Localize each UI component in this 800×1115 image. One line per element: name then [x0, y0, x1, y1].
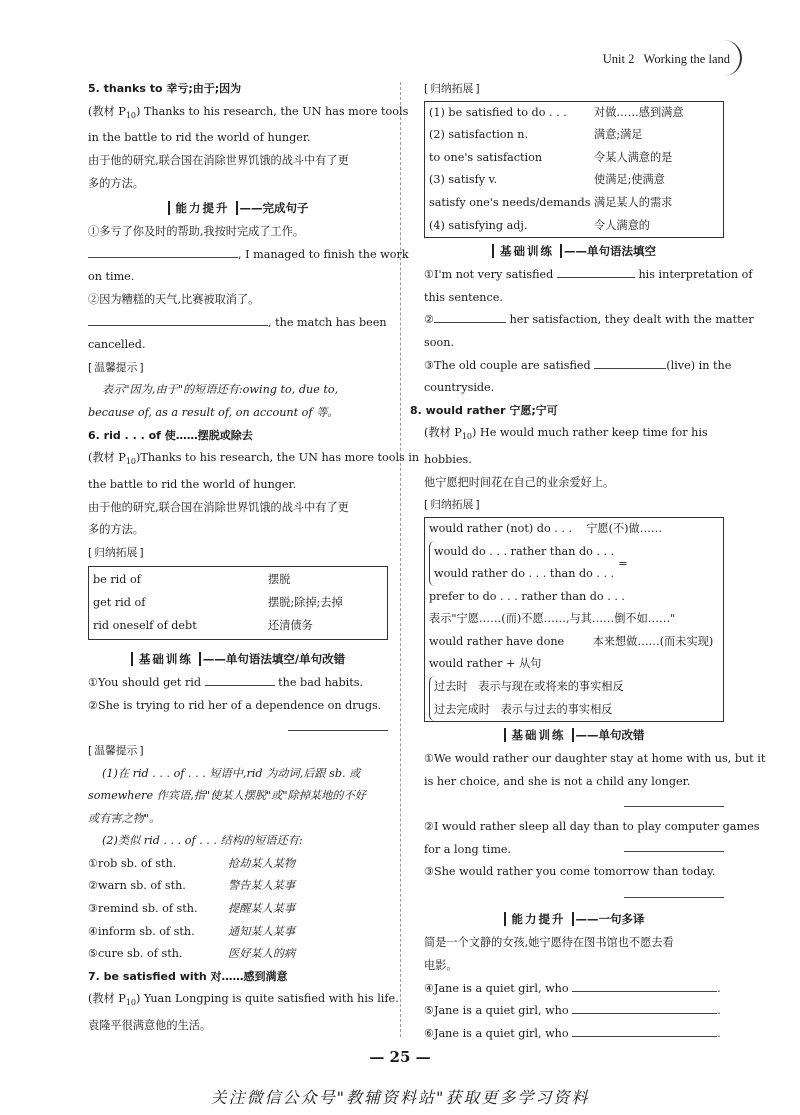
page-number: — 25 —	[369, 1048, 431, 1066]
translation-prompt-cont: 电影。	[424, 959, 458, 973]
exercise-q3: ③She would rather you come tomorrow than today.	[424, 865, 716, 879]
header-arc-decoration	[724, 40, 742, 76]
summary-box	[424, 517, 724, 722]
summary-row: would do . . . rather than do . . .	[434, 544, 615, 558]
summary-row: (3) satisfy v. 使满足;使满意	[429, 173, 665, 187]
item-7-title: 7. be satisfied with 对……感到满意	[88, 969, 288, 983]
exercise-q2: ② her satisfaction, they dealt with the matter	[424, 309, 724, 332]
summary-row: satisfy one's needs/demands 满足某人的需求	[429, 195, 673, 209]
phrase-row: ②warn sb. of sth. 警告某人某事	[88, 879, 296, 893]
brace-bracket	[429, 541, 614, 586]
basic-section-title: 基础训练 ——单句语法填空	[424, 238, 724, 264]
translation-q4: ④Jane is a quiet girl, who .	[424, 978, 724, 1001]
answer-blank[interactable]	[288, 718, 388, 731]
exercise-q2-en: , the match has been	[88, 312, 388, 335]
basic-section-title: 基础训练 ——单句改错	[424, 722, 724, 748]
answer-blank[interactable]	[557, 265, 635, 278]
item-8-example-cont: hobbies.	[424, 453, 472, 467]
answer-blank[interactable]	[624, 885, 724, 898]
summary-label: [ 归纳拓展 ]	[424, 78, 724, 101]
answer-blank[interactable]	[205, 673, 275, 686]
summary-row: 表示"宁愿……(而)不愿……,与其……倒不如……"	[429, 612, 676, 626]
correction-line	[424, 884, 724, 907]
exercise-q1-en-cont: on time.	[88, 270, 135, 284]
exercise-q1-cn: ①多亏了你及时的帮助,我按时完成了工作。	[88, 225, 305, 239]
answer-blank[interactable]	[572, 979, 717, 992]
item-5-example-cont: in the battle to rid the world of hunger.	[88, 131, 311, 145]
exercise-q1-cont: is her choice, and she is not a child any longer.	[424, 774, 691, 788]
summary-row: prefer to do . . . rather than do . . .	[429, 589, 625, 603]
exercise-q2-en-cont: cancelled.	[88, 338, 146, 352]
summary-row: be rid of 摆脱	[93, 573, 291, 587]
summary-row: (4) satisfying adj. 令人满意的	[429, 218, 650, 232]
summary-row: (2) satisfaction n. 满意;满足	[429, 128, 643, 142]
exercise-q2-cont: for a long time.	[424, 839, 724, 862]
tip-label: [ 温馨提示 ]	[88, 740, 388, 763]
item-6-translation: 由于他的研究,联合国在消除世界饥饿的战斗中有了更	[88, 500, 349, 514]
translation-q5: ⑤Jane is a quiet girl, who .	[424, 1000, 724, 1023]
correction-line	[88, 717, 388, 740]
basic-section-title: 基础训练 ——单句语法填空/单句改错	[88, 646, 388, 672]
summary-box	[424, 101, 724, 239]
item-6-title: 6. rid . . . of 使……摆脱或除去	[88, 428, 253, 442]
item-8-translation: 他宁愿把时间花在自己的业余爱好上。	[424, 475, 615, 489]
footer-note: 关注微信公众号"教辅资料站"获取更多学习资料	[210, 1088, 590, 1107]
exercise-q2-cont: soon.	[424, 335, 454, 349]
unit-label: Unit 2	[602, 52, 635, 66]
answer-blank[interactable]	[572, 1001, 717, 1014]
summary-row: get rid of 摆脱;除掉;去掉	[93, 595, 343, 609]
exercise-q3: ③The old couple are satisfied (live) in the	[424, 355, 724, 378]
answer-blank[interactable]	[594, 356, 666, 369]
summary-row: would rather (not) do . . . 宁愿(不)做……	[429, 521, 663, 535]
unit-title: Working the land	[643, 52, 730, 66]
item-5-title: 5. thanks to 幸亏;由于;因为	[88, 82, 242, 95]
summary-row: 过去时 表示与现在或将来的事实相反	[434, 680, 624, 694]
item-5-translation: 由于他的研究,联合国在消除世界饥饿的战斗中有了更	[88, 154, 349, 168]
summary-label: [ 归纳拓展 ]	[424, 494, 724, 517]
answer-blank[interactable]	[88, 313, 268, 326]
item-6-example: (教材 $P_{10})Thanks$ to his research, the UN has more tools in	[88, 451, 420, 467]
summary-row: 过去完成时 表示与过去的事实相反	[434, 702, 613, 716]
summary-brace-group	[429, 541, 719, 586]
summary-box	[88, 566, 388, 640]
item-7-translation: 袁隆平很满意他的生活。	[88, 1019, 212, 1033]
exercise-q2-cn: ②因为糟糕的天气,比赛被取消了。	[88, 292, 260, 306]
summary-label: [ 归纳拓展 ]	[88, 542, 388, 565]
item-8-title: 8. would rather 宁愿;宁可	[410, 403, 558, 417]
phrase-row: ③remind sb. of sth. 提醒某人某事	[88, 902, 296, 916]
item-7-example: (教材 $P_{10}$) Yuan Longping is quite satisfied with his life.	[88, 992, 399, 1008]
summary-row: rid oneself of debt 还清债务	[93, 618, 313, 632]
answer-blank[interactable]	[624, 839, 724, 852]
exercise-q1: ①We would rather our daughter stay at home with us, but it	[424, 752, 766, 766]
translation-q6: ⑥Jane is a quiet girl, who .	[424, 1023, 724, 1046]
tip-label: [ 温馨提示 ]	[88, 357, 388, 380]
summary-row: would rather do . . . than do . . .	[434, 567, 615, 581]
exercise-q3-cont: countryside.	[424, 381, 495, 395]
column-divider	[400, 82, 401, 1037]
brace-bracket	[429, 676, 624, 721]
tip-text-cont: because of, as a result of, on account of 等。	[88, 405, 339, 419]
exercise-q1: ①You should get rid the bad habits.	[88, 672, 388, 695]
tip-text: (2)类似 rid . . . of . . . 结构的短语还有:	[102, 834, 303, 848]
ability-section-title: 能力提升 ——完成句子	[88, 195, 388, 221]
equals-sign: =	[618, 556, 628, 570]
ability-section-title: 能力提升 ——一句多译	[424, 906, 724, 932]
summary-row: (1) be satisfied to do . . . 对做……感到满意	[429, 105, 684, 119]
answer-blank[interactable]	[434, 310, 506, 323]
translation-prompt: 简是一个文静的女孩,她宁愿待在图书馆也不愿去看	[424, 936, 674, 950]
exercise-q2: ②I would rather sleep all day than to play computer games	[424, 820, 760, 834]
summary-row: to one's satisfaction 令某人满意的是	[429, 150, 673, 164]
phrase-row: ④inform sb. of sth. 通知某人某事	[88, 924, 296, 938]
item-6-example-cont: the battle to rid the world of hunger.	[88, 477, 297, 491]
exercise-q1-cont: this sentence.	[424, 290, 503, 304]
tip-text: (1)在 rid . . . of . . . 短语中,rid 为动词,后跟 sb. 或	[102, 766, 361, 780]
summary-row: would rather + 从句	[429, 657, 542, 671]
answer-blank[interactable]	[624, 794, 724, 807]
tip-text-cont: 或有害之物"。	[88, 811, 161, 825]
item-5-translation-cont: 多的方法。	[88, 176, 144, 190]
phrase-row: ⑤cure sb. of sth. 医好某人的病	[88, 947, 296, 961]
page-header	[603, 52, 730, 67]
exercise-q1: ①I'm not very satisfied his interpretation of	[424, 264, 724, 287]
exercise-q2: ②She is trying to rid her of a dependence on drugs.	[88, 698, 382, 712]
phrase-row: ①rob sb. of sth. 抢劫某人某物	[88, 856, 296, 870]
exercise-q1-en: , I managed to finish the work	[88, 244, 388, 267]
right-column	[410, 78, 766, 1045]
item-6-translation-cont: 多的方法。	[88, 523, 144, 537]
tip-text-cont: somewhere 作宾语,指"使某人摆脱"或"除掉某地的不好	[88, 789, 366, 803]
tip-text: 表示"因为,由于"的短语还有:owing to, due to,	[102, 383, 339, 397]
answer-blank[interactable]	[572, 1024, 717, 1037]
item-8-example: (教材 $P_{10}$) He would much rather keep time for his	[424, 426, 708, 442]
correction-line	[424, 793, 724, 816]
item-5-example: (教材 $P_{10}$) Thanks to his research, the UN has more tools	[88, 104, 409, 120]
left-column	[88, 78, 420, 1038]
summary-row: would rather have done 本来想做……(而未实现)	[429, 634, 714, 648]
answer-blank[interactable]	[88, 245, 238, 258]
